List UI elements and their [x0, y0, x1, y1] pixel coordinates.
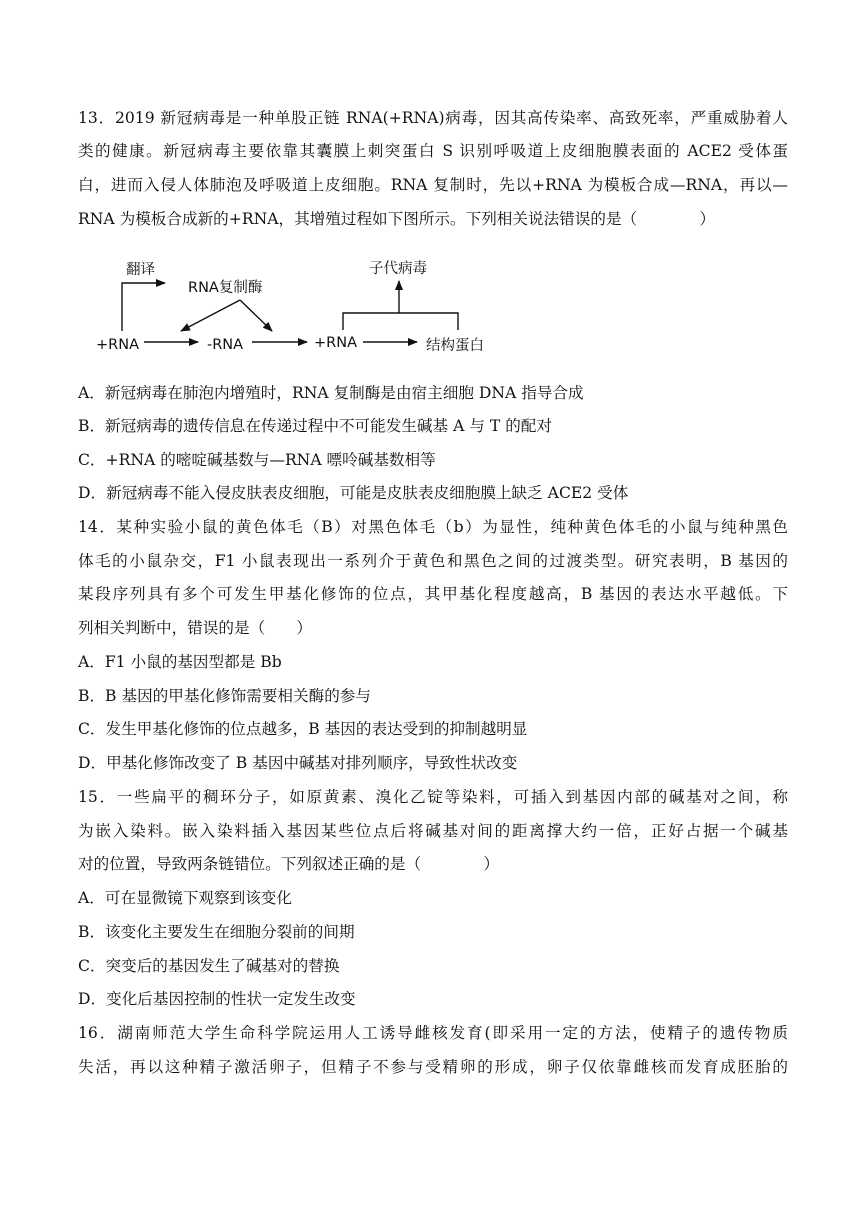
- q13-stem-line-3: 白，进而入侵人体肺泡及呼吸道上皮细胞。RNA 复制时，先以+RNA 为模板合成—RNA，再以—: [78, 176, 788, 194]
- minus-rna-label: -RNA: [207, 337, 244, 353]
- q15-stem-line-3: 对的位置，导致两条链错位。下列叙述正确的是（ ）: [78, 855, 500, 873]
- q13-option-a: A．新冠病毒在肺泡内增殖时，RNA 复制酶是由宿主细胞 DNA 指导合成: [78, 384, 584, 402]
- q13-option-b: B．新冠病毒的遗传信息在传递过程中不可能发生碱基 A 与 T 的配对: [78, 417, 552, 435]
- q14-option-c: C．发生甲基化修饰的位点越多，B 基因的表达受到的抑制越明显: [78, 720, 528, 738]
- q15-option-b: B．该变化主要发生在细胞分裂前的间期: [78, 923, 355, 941]
- q13-option-d: D．新冠病毒不能入侵皮肤表皮细胞，可能是皮肤表皮细胞膜上缺乏 ACE2 受体: [78, 484, 629, 502]
- translate-arrow: [122, 283, 165, 331]
- q14-option-b: B．B 基因的甲基化修饰需要相关酶的参与: [78, 687, 371, 705]
- replicase-label: RNA复制酶: [188, 280, 263, 296]
- q14-option-d: D．甲基化修饰改变了 B 基因中碱基对排列顺序，导致性状改变: [78, 754, 518, 772]
- q15-option-c: C．突变后的基因发生了碱基对的替换: [78, 957, 340, 975]
- q13-stem-line-4: RNA 为模板合成新的+RNA，其增殖过程如下图所示。下列相关说法错误的是（ ）: [78, 210, 716, 228]
- q16-stem-line-1: 16．湖南师范大学生命科学院运用人工诱导雌核发育(即采用一定的方法，使精子的遗传物质: [78, 1024, 788, 1042]
- q13-stem-line-2: 类的健康。新冠病毒主要依靠其囊膜上刺突蛋白 S 识别呼吸道上皮细胞膜表面的 ACE2 受体蛋: [78, 142, 788, 160]
- q15-stem-line-1: 15．一些扁平的稠环分子，如原黄素、溴化乙锭等染料，可插入到基因内部的碱基对之间，称: [78, 788, 788, 806]
- q15-option-d: D．变化后基因控制的性状一定发生改变: [78, 990, 356, 1008]
- q14-stem-line-4: 列相关判断中，错误的是（ ）: [78, 619, 312, 637]
- plus-rna-label: +RNA: [96, 337, 139, 353]
- structural-protein-label: 结构蛋白: [426, 338, 484, 354]
- q16-stem-line-2: 失活，再以这种精子激活卵子，但精子不参与受精卵的形成，卵子仅依靠雌核而发育成胚胎的: [78, 1058, 788, 1076]
- replicase-right-arrow: [240, 300, 272, 331]
- replicase-left-arrow: [181, 300, 240, 331]
- new-plus-rna-label: +RNA: [314, 335, 357, 351]
- q14-stem-line-2: 体毛的小鼠杂交，F1 小鼠表现出一系列介于黄色和黑色之间的过渡类型。研究表明，B 基因的: [78, 552, 788, 570]
- q13-stem-line-1: 13．2019 新冠病毒是一种单股正链 RNA(+RNA)病毒，因其高传染率、高致死率，严重威胁着人: [78, 109, 788, 127]
- q14-stem-line-3: 某段序列具有多个可发生甲基化修饰的位点，其甲基化程度越高，B 基因的表达水平越低。下: [78, 585, 788, 603]
- offspring-virus-label: 子代病毒: [369, 261, 427, 277]
- translate-label: 翻译: [126, 262, 155, 278]
- q15-option-a: A．可在显微镜下观察到该变化: [78, 889, 292, 907]
- q14-option-a: A．F1 小鼠的基因型都是 Bb: [78, 653, 282, 671]
- q14-stem-line-1: 14．某种实验小鼠的黄色体毛（B）对黑色体毛（b）为显性，纯种黄色体毛的小鼠与纯种黑色: [78, 518, 788, 536]
- assembly-bracket: [343, 313, 458, 330]
- q13-option-c: C．+RNA 的嘧啶碱基数与—RNA 嘌呤碱基数相等: [78, 451, 436, 469]
- q15-stem-line-2: 为嵌入染料。嵌入染料插入基因某些位点后将碱基对间的距离撑大约一倍，正好占据一个碱基: [78, 822, 788, 840]
- virus-replication-diagram: [90, 252, 510, 364]
